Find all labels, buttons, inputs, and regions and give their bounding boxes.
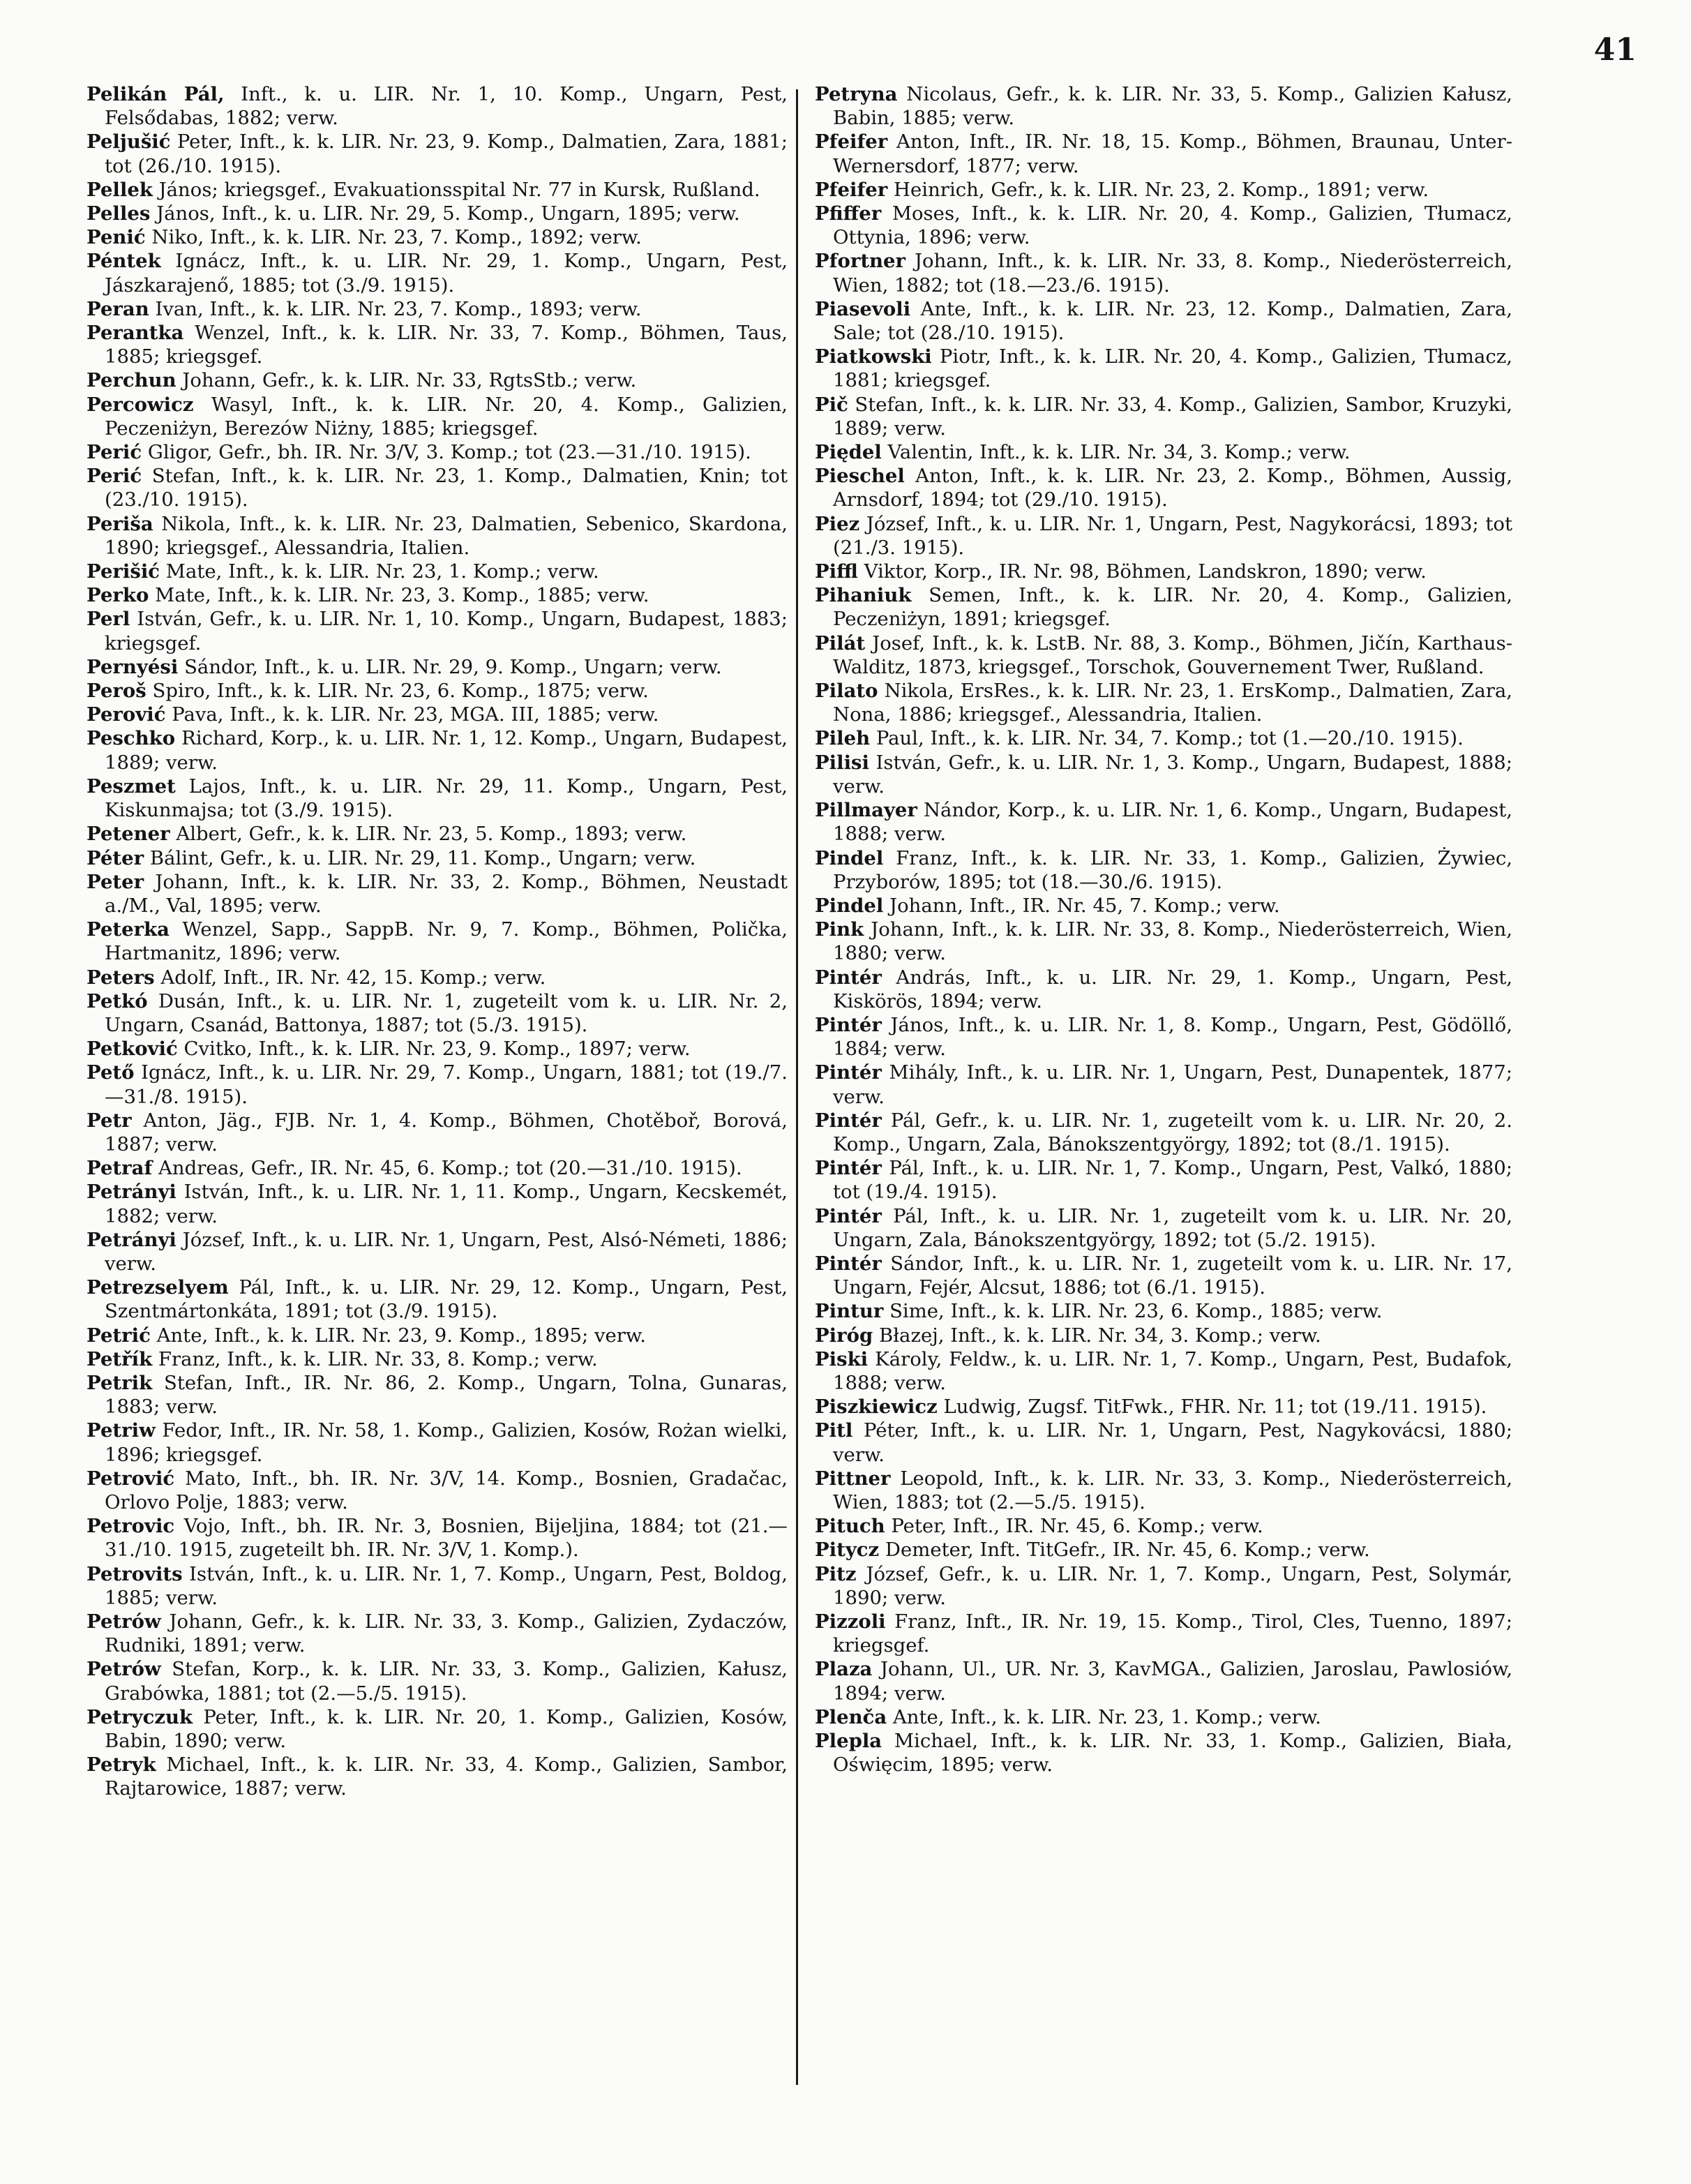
register-entry xyxy=(87,1037,788,1061)
register-entry xyxy=(815,1324,1512,1347)
entry-surname: Pfiffer xyxy=(815,202,882,225)
entry-surname: Péntek xyxy=(87,250,161,273)
entry-surname: Piatkowski xyxy=(815,345,932,368)
register-entry xyxy=(87,1705,788,1753)
entry-details: Johann, Inft., k. k. LIR. Nr. 33, 8. Komp., Niederösterreich, Wien, 1880; verw. xyxy=(833,918,1513,965)
register-entry xyxy=(815,894,1512,918)
register-entry xyxy=(87,1514,788,1562)
entry-surname: Pintér xyxy=(815,1252,882,1275)
entry-surname: Peroš xyxy=(87,680,146,703)
register-entry xyxy=(815,297,1512,345)
register-entry xyxy=(87,297,788,321)
register-entry xyxy=(815,1109,1512,1156)
entry-details: Gligor, Gefr., bh. IR. Nr. 3/V, 3. Komp.; tot (23.—31./10. 1915). xyxy=(147,441,751,464)
entry-details: Viktor, Korp., IR. Nr. 98, Böhmen, Landskron, 1890; verw. xyxy=(864,560,1427,583)
register-entry xyxy=(87,607,788,655)
entry-details: Pál, Inft., k. u. LIR. Nr. 1, 7. Komp., Ungarn, Pest, Valkó, 1880; tot (19./4. 1915). xyxy=(833,1157,1512,1204)
entry-details: Nikola, Inft., k. k. LIR. Nr. 23, Dalmatien, Sebenico, Skardona, 1890; kriegsgef., Alessandria, Italien. xyxy=(105,512,788,559)
entry-surname: Petryna xyxy=(815,83,898,105)
entry-surname: Pintér xyxy=(815,1157,882,1180)
entry-surname: Pituch xyxy=(815,1515,885,1538)
entry-details: Nicolaus, Gefr., k. k. LIR. Nr. 33, 5. Komp., Galizien Kałusz, Babin, 1885; verw. xyxy=(833,83,1512,130)
entry-surname: Pilato xyxy=(815,680,878,703)
register-entry xyxy=(87,1467,788,1514)
entry-details: Andreas, Gefr., IR. Nr. 45, 6. Komp.; tot (20.—31./10. 1915). xyxy=(158,1157,742,1180)
entry-surname: Pindel xyxy=(815,846,884,869)
register-entry xyxy=(87,966,788,989)
register-entry xyxy=(87,703,788,726)
entry-details: Stefan, Inft., IR. Nr. 86, 2. Komp., Ungarn, Tolna, Gunaras, 1883; verw. xyxy=(105,1371,788,1419)
left-column xyxy=(87,82,788,1801)
entry-surname: Péter xyxy=(87,846,144,869)
entry-details: József, Inft., k. u. LIR. Nr. 1, Ungarn, Pest, Nagykorácsi, 1893; tot (21./3. 1915). xyxy=(833,512,1512,559)
register-entry xyxy=(815,918,1512,965)
entry-details: Mato, Inft., bh. IR. Nr. 3/V, 14. Komp., Bosnien, Gradačac, Orlovo Polje, 1883; verw. xyxy=(105,1467,788,1513)
entry-details: István, Inft., k. u. LIR. Nr. 1, 7. Komp., Ungarn, Pest, Boldog, 1885; verw. xyxy=(105,1562,788,1609)
entry-surname: Petener xyxy=(87,823,170,846)
entry-details: Valentin, Inft., k. k. LIR. Nr. 34, 3. Komp.; verw. xyxy=(887,441,1351,464)
entry-details: Mihály, Inft., k. u. LIR. Nr. 1, Ungarn, Pest, Dunapentek, 1877; verw. xyxy=(833,1061,1512,1108)
entry-surname: Piróg xyxy=(815,1324,873,1347)
entry-details: Pál, Gefr., k. u. LIR. Nr. 1, zugeteilt vom k. u. LIR. Nr. 20, 2. Komp., Ungarn, Zala, Bánokszentgyörgy, 1892; tot (8./1. 1915). xyxy=(833,1109,1512,1155)
entry-details: Wasyl, Inft., k. k. LIR. Nr. 20, 4. Komp., Galizien, Peczeniżyn, Berezów Niżny, 1885; kriegsgef. xyxy=(105,393,788,440)
register-entry xyxy=(815,1395,1512,1419)
register-entry xyxy=(87,1324,788,1347)
entry-surname: Periša xyxy=(87,512,153,535)
entry-details: Adolf, Inft., IR. Nr. 42, 15. Komp.; verw. xyxy=(160,966,546,989)
entry-details: Johann, Gefr., k. k. LIR. Nr. 33, 3. Komp., Galizien, Zydaczów, Rudniki, 1891; verw. xyxy=(105,1610,788,1657)
register-entry xyxy=(815,1514,1512,1538)
entry-details: Johann, Inft., k. k. LIR. Nr. 33, 2. Komp., Böhmen, Neustadt a./M., Val, 1895; verw. xyxy=(105,870,788,917)
entry-details: Ivan, Inft., k. k. LIR. Nr. 23, 7. Komp., 1893; verw. xyxy=(155,297,642,320)
entry-details: Sime, Inft., k. k. LIR. Nr. 23, 6. Komp., 1885; verw. xyxy=(889,1300,1383,1323)
entry-surname: Pintér xyxy=(815,1013,882,1036)
register-entry xyxy=(87,440,788,464)
entry-surname: Pintér xyxy=(815,1061,882,1084)
register-entry xyxy=(87,1610,788,1657)
entry-details: Johann, Inft., IR. Nr. 45, 7. Komp.; verw. xyxy=(889,894,1280,917)
entry-surname: Pilát xyxy=(815,631,866,655)
entry-details: Ignácz, Inft., k. u. LIR. Nr. 29, 1. Komp., Ungarn, Pest, Jászkarajenő, 1885; tot (3./9. 1915). xyxy=(105,250,788,297)
register-entry xyxy=(87,655,788,679)
entry-surname: Pizzoli xyxy=(815,1610,886,1633)
entry-surname: Petrezselyem xyxy=(87,1276,229,1299)
column-divider xyxy=(796,89,798,2085)
entry-details: Ante, Inft., k. k. LIR. Nr. 23, 12. Komp., Dalmatien, Zara, Sale; tot (28./10. 1915). xyxy=(833,297,1512,345)
register-entry xyxy=(87,321,788,368)
entry-details: Ignácz, Inft., k. u. LIR. Nr. 29, 7. Komp., Ungarn, 1881; tot (19./7.—31./8. 1915). xyxy=(105,1061,788,1108)
entry-details: István, Gefr., k. u. LIR. Nr. 1, 3. Komp., Ungarn, Budapest, 1888; verw. xyxy=(833,751,1512,798)
entry-surname: Petrów xyxy=(87,1658,161,1681)
entry-details: Pava, Inft., k. k. LIR. Nr. 23, MGA. III, 1885; verw. xyxy=(172,703,659,726)
register-entry xyxy=(815,1061,1512,1108)
entry-surname: Pfortner xyxy=(815,250,906,273)
register-entry xyxy=(87,1156,788,1180)
entry-details: Stefan, Korp., k. k. LIR. Nr. 33, 3. Komp., Galizien, Kałusz, Grabówka, 1881; tot (2.—5./5. 1915). xyxy=(105,1658,788,1705)
entry-details: Pál, Inft., k. u. LIR. Nr. 1, zugeteilt vom k. u. LIR. Nr. 20, Ungarn, Zala, Bánokszentgyörgy, 1892; tot (5./2. 1915). xyxy=(833,1204,1512,1251)
register-entry xyxy=(815,583,1512,631)
register-entry xyxy=(815,464,1512,511)
entry-details: Piotr, Inft., k. k. LIR. Nr. 20, 4. Komp., Galizien, Tłumacz, 1881; kriegsgef. xyxy=(833,345,1512,392)
entry-details: Ante, Inft., k. k. LIR. Nr. 23, 9. Komp., 1895; verw. xyxy=(156,1324,646,1347)
entry-details: András, Inft., k. u. LIR. Nr. 29, 1. Komp., Ungarn, Pest, Kiskörös, 1894; verw. xyxy=(833,966,1512,1012)
entry-surname: Plepla xyxy=(815,1730,882,1753)
entry-surname: Pittner xyxy=(815,1467,891,1490)
page-number: 41 xyxy=(1593,32,1637,68)
entry-details: Pál, Inft., k. u. LIR. Nr. 29, 12. Komp., Ungarn, Pest, Szentmártonkáta, 1891; tot (3./9. 1915). xyxy=(105,1276,788,1323)
entry-surname: Petrović xyxy=(87,1467,175,1490)
register-entry xyxy=(87,583,788,607)
entry-surname: Pelles xyxy=(87,202,151,225)
entry-details: Sándor, Inft., k. u. LIR. Nr. 29, 9. Komp., Ungarn; verw. xyxy=(184,655,722,678)
entry-details: Anton, Jäg., FJB. Nr. 1, 4. Komp., Böhmen, Chotěboř, Borová, 1887; verw. xyxy=(105,1109,788,1155)
entry-surname: Piez xyxy=(815,512,860,535)
entry-details: Paul, Inft., k. k. LIR. Nr. 34, 7. Komp.; tot (1.—20./10. 1915). xyxy=(875,727,1464,750)
register-entry xyxy=(815,679,1512,726)
entry-surname: Petrik xyxy=(87,1371,153,1394)
register-entry xyxy=(87,393,788,440)
entry-surname: Petrovits xyxy=(87,1562,183,1585)
register-entry xyxy=(815,82,1512,130)
register-entry xyxy=(87,202,788,225)
register-entry xyxy=(87,1228,788,1276)
entry-details: Heinrich, Gefr., k. k. LIR. Nr. 23, 2. Komp., 1891; verw. xyxy=(894,178,1429,201)
entry-details: Johann, Gefr., k. k. LIR. Nr. 33, RgtsStb.; verw. xyxy=(182,369,637,392)
entry-surname: Pellek xyxy=(87,178,153,201)
register-entry xyxy=(87,464,788,511)
register-entry xyxy=(815,1610,1512,1657)
register-entry xyxy=(815,393,1512,440)
entry-details: Josef, Inft., k. k. LstB. Nr. 88, 3. Komp., Böhmen, Jičín, Karthaus-Walditz, 1873, kriegsgef., Torschok, Gouvernement Twer, Rußland. xyxy=(833,631,1512,678)
entry-surname: Pető xyxy=(87,1061,135,1084)
register-entry xyxy=(87,918,788,965)
entry-details: Nikola, ErsRes., k. k. LIR. Nr. 23, 1. ErsKomp., Dalmatien, Zara, Nona, 1886; kriegsgef., Alessandria, Italien. xyxy=(833,680,1512,726)
entry-surname: Pernyési xyxy=(87,655,179,678)
entry-surname: Plaza xyxy=(815,1658,873,1681)
entry-surname: Plenča xyxy=(815,1705,887,1728)
entry-surname: Perić xyxy=(87,465,142,488)
entry-details: Peter, Inft., k. k. LIR. Nr. 20, 1. Komp., Galizien, Kosów, Babin, 1890; verw. xyxy=(105,1705,788,1753)
entry-surname: Piszkiewicz xyxy=(815,1396,938,1419)
entry-surname: Perović xyxy=(87,703,166,726)
entry-surname: Perl xyxy=(87,608,130,631)
entry-surname: Peschko xyxy=(87,727,176,750)
entry-details: István, Gefr., k. u. LIR. Nr. 1, 10. Komp., Ungarn, Budapest, 1883; kriegsgef. xyxy=(105,608,788,655)
entry-surname: Petr xyxy=(87,1109,132,1132)
register-entry xyxy=(87,775,788,822)
entry-details: Moses, Inft., k. k. LIR. Nr. 20, 4. Komp., Galizien, Tłumacz, Ottynia, 1896; verw. xyxy=(833,202,1512,249)
register-entry xyxy=(87,178,788,202)
register-entry xyxy=(87,1562,788,1610)
entry-details: Franz, Inft., IR. Nr. 19, 15. Komp., Tirol, Cles, Tuenno, 1897; kriegsgef. xyxy=(833,1610,1512,1657)
entry-details: Vojo, Inft., bh. IR. Nr. 3, Bosnien, Bijeljina, 1884; tot (21.—31./10. 1915, zugeteilt bh. IR. Nr. 3/V, 1. Komp.). xyxy=(105,1515,788,1562)
entry-details: Nándor, Korp., k. u. LIR. Nr. 1, 6. Komp., Ungarn, Budapest, 1888; verw. xyxy=(833,799,1512,846)
entry-surname: Pintér xyxy=(815,1204,882,1227)
entry-surname: Pintér xyxy=(815,966,882,989)
register-entry xyxy=(815,440,1512,464)
entry-surname: Percowicz xyxy=(87,393,194,416)
entry-surname: Pitz xyxy=(815,1562,857,1585)
register-entry xyxy=(815,966,1512,1013)
entry-surname: Pfeifer xyxy=(815,130,888,154)
entry-surname: Penić xyxy=(87,226,146,249)
entry-surname: Petrów xyxy=(87,1610,161,1633)
entry-details: Wenzel, Sapp., SappB. Nr. 9, 7. Komp., Böhmen, Polička, Hartmanitz, 1896; verw. xyxy=(105,918,788,965)
register-entry xyxy=(87,512,788,560)
entry-surname: Peran xyxy=(87,297,149,320)
register-entry xyxy=(815,1705,1512,1729)
register-entry xyxy=(87,1371,788,1419)
entry-surname: Piasevoli xyxy=(815,297,911,320)
entry-surname: Peljušić xyxy=(87,130,171,154)
entry-surname: Petrić xyxy=(87,1324,151,1347)
entry-details: Stefan, Inft., k. k. LIR. Nr. 23, 1. Komp., Dalmatien, Knin; tot (23./10. 1915). xyxy=(105,465,788,511)
register-entry xyxy=(815,1657,1512,1705)
entry-surname: Petryczuk xyxy=(87,1705,193,1728)
entry-details: Michael, Inft., k. k. LIR. Nr. 33, 4. Komp., Galizien, Sambor, Rajtarowice, 1887; verw. xyxy=(105,1753,788,1800)
entry-details: Inft., k. u. LIR. Nr. 1, 10. Komp., Ungarn, Pest, Felsődabas, 1882; verw. xyxy=(105,83,788,130)
entry-surname: Pitl xyxy=(815,1419,853,1442)
register-entry xyxy=(87,1347,788,1371)
entry-surname: Pelikán Pál, xyxy=(87,83,225,105)
register-entry xyxy=(815,130,1512,177)
register-entry xyxy=(815,726,1512,750)
register-entry xyxy=(87,130,788,177)
register-entry xyxy=(815,345,1512,392)
register-entry xyxy=(87,1419,788,1466)
register-entry xyxy=(815,512,1512,560)
entry-details: Wenzel, Inft., k. k. LIR. Nr. 33, 7. Komp., Böhmen, Taus, 1885; kriegsgef. xyxy=(105,322,788,368)
entry-details: Peter, Inft., k. k. LIR. Nr. 23, 9. Komp., Dalmatien, Zara, 1881; tot (26./10. 1915). xyxy=(105,130,788,177)
entry-surname: Pitycz xyxy=(815,1539,880,1562)
register-entry xyxy=(815,249,1512,297)
register-entry xyxy=(87,1061,788,1108)
entry-surname: Piędel xyxy=(815,441,882,464)
entry-surname: Perchun xyxy=(87,369,176,392)
entry-surname: Pintér xyxy=(815,1109,882,1132)
entry-details: Peter, Inft., IR. Nr. 45, 6. Komp.; verw. xyxy=(891,1515,1263,1538)
entry-surname: Petryk xyxy=(87,1753,156,1777)
register-entry xyxy=(87,82,788,130)
entry-details: János, Inft., k. u. LIR. Nr. 29, 5. Komp., Ungarn, 1895; verw. xyxy=(156,202,740,225)
entry-details: Károly, Feldw., k. u. LIR. Nr. 1, 7. Komp., Ungarn, Pest, Budafok, 1888; verw. xyxy=(833,1347,1512,1394)
entry-surname: Petřík xyxy=(87,1347,153,1370)
entry-details: Franz, Inft., k. k. LIR. Nr. 33, 1. Komp., Galizien, Żywiec, Przyborów, 1895; tot (18.—30./6. 1915). xyxy=(833,846,1512,893)
entry-details: János, Inft., k. u. LIR. Nr. 1, 8. Komp., Ungarn, Pest, Gödöllő, 1884; verw. xyxy=(833,1013,1512,1061)
entry-surname: Piski xyxy=(815,1347,869,1370)
right-column xyxy=(815,82,1512,1777)
entry-details: József, Inft., k. u. LIR. Nr. 1, Ungarn, Pest, Alsó-Németi, 1886; verw. xyxy=(105,1228,788,1275)
entry-details: Niko, Inft., k. k. LIR. Nr. 23, 7. Komp., 1892; verw. xyxy=(151,226,642,249)
register-entry xyxy=(87,1109,788,1156)
entry-surname: Perantka xyxy=(87,322,184,345)
entry-details: Michael, Inft., k. k. LIR. Nr. 33, 1. Komp., Galizien, Biała, Oświęcim, 1895; verw. xyxy=(833,1730,1512,1777)
entry-surname: Pileh xyxy=(815,727,871,750)
register-entry xyxy=(87,846,788,870)
register-entry xyxy=(87,1180,788,1227)
register-entry xyxy=(815,1562,1512,1610)
entry-surname: Peter xyxy=(87,870,144,893)
register-entry xyxy=(815,1538,1512,1562)
register-entry xyxy=(87,1753,788,1800)
register-entry xyxy=(815,178,1512,202)
entry-details: Albert, Gefr., k. k. LIR. Nr. 23, 5. Komp., 1893; verw. xyxy=(176,823,687,846)
entry-surname: Pilisi xyxy=(815,751,869,774)
entry-details: Richard, Korp., k. u. LIR. Nr. 1, 12. Komp., Ungarn, Budapest, 1889; verw. xyxy=(105,727,788,774)
register-entry xyxy=(87,560,788,583)
entry-details: Semen, Inft., k. k. LIR. Nr. 20, 4. Komp., Galizien, Peczeniżyn, 1891; kriegsgef. xyxy=(833,584,1512,631)
entry-surname: Pič xyxy=(815,393,848,416)
entry-details: József, Gefr., k. u. LIR. Nr. 1, 7. Komp., Ungarn, Pest, Solymár, 1890; verw. xyxy=(833,1562,1512,1609)
register-entry xyxy=(815,1204,1512,1252)
register-entry xyxy=(815,751,1512,798)
entry-details: Dusán, Inft., k. u. LIR. Nr. 1, zugeteilt vom k. u. LIR. Nr. 2, Ungarn, Csanád, Battonya, 1887; tot (5./3. 1915). xyxy=(105,989,788,1036)
entry-surname: Perko xyxy=(87,584,149,607)
entry-details: Błazej, Inft., k. k. LIR. Nr. 34, 3. Komp.; verw. xyxy=(878,1324,1321,1347)
entry-surname: Petrányi xyxy=(87,1181,176,1204)
entry-surname: Pfeifer xyxy=(815,178,888,201)
entry-details: Sándor, Inft., k. u. LIR. Nr. 1, zugeteilt vom k. u. LIR. Nr. 17, Ungarn, Fejér, Alcsut, 1886; tot (6./1. 1915). xyxy=(833,1252,1512,1299)
entry-surname: Pindel xyxy=(815,894,884,917)
register-entry xyxy=(87,726,788,774)
entry-surname: Petković xyxy=(87,1038,178,1061)
entry-surname: Perić xyxy=(87,441,142,464)
entry-details: Lajos, Inft., k. u. LIR. Nr. 29, 11. Komp., Ungarn, Pest, Kiskunmajsa; tot (3./9. 1915). xyxy=(105,775,788,822)
register-entry xyxy=(87,1657,788,1705)
entry-details: Fedor, Inft., IR. Nr. 58, 1. Komp., Galizien, Kosów, Rożan wielki, 1896; kriegsgef. xyxy=(105,1419,788,1466)
entry-details: Stefan, Inft., k. k. LIR. Nr. 33, 4. Komp., Galizien, Sambor, Kruzyki, 1889; verw. xyxy=(833,393,1512,440)
register-entry xyxy=(815,798,1512,846)
entry-details: Anton, Inft., IR. Nr. 18, 15. Komp., Böhmen, Braunau, Unter-Wernersdorf, 1877; verw. xyxy=(833,130,1512,177)
register-entry xyxy=(815,1156,1512,1204)
entry-surname: Peszmet xyxy=(87,775,176,798)
register-entry xyxy=(815,560,1512,583)
register-entry xyxy=(87,368,788,392)
entry-details: Spiro, Inft., k. k. LIR. Nr. 23, 6. Komp., 1875; verw. xyxy=(152,680,649,703)
entry-surname: Perišić xyxy=(87,560,160,583)
register-entry xyxy=(815,1467,1512,1514)
register-entry xyxy=(815,1347,1512,1395)
register-entry xyxy=(87,989,788,1037)
entry-surname: Pintur xyxy=(815,1300,884,1323)
entry-surname: Petraf xyxy=(87,1157,153,1180)
entry-details: János; kriegsgef., Evakuationsspital Nr. 77 in Kursk, Rußland. xyxy=(158,178,760,201)
register-entry xyxy=(815,1419,1512,1466)
register-entry xyxy=(87,679,788,703)
register-entry xyxy=(815,1252,1512,1299)
entry-surname: Pink xyxy=(815,918,864,941)
register-entry xyxy=(87,870,788,918)
entry-details: Bálint, Gefr., k. u. LIR. Nr. 29, 11. Komp., Ungarn; verw. xyxy=(149,846,696,869)
entry-details: Johann, Ul., UR. Nr. 3, KavMGA., Galizien, Jaroslau, Pawlosiów, 1894; verw. xyxy=(833,1658,1512,1705)
entry-surname: Petkó xyxy=(87,989,148,1012)
register-entry xyxy=(815,1013,1512,1061)
entry-surname: Petrányi xyxy=(87,1228,176,1251)
register-entry xyxy=(87,225,788,249)
entry-surname: Peterka xyxy=(87,918,170,941)
entry-surname: Petriw xyxy=(87,1419,156,1442)
register-entry xyxy=(87,249,788,297)
register-entry xyxy=(815,1299,1512,1323)
register-entry xyxy=(87,1276,788,1323)
register-entry xyxy=(815,846,1512,894)
entry-surname: Pieschel xyxy=(815,465,905,488)
entry-details: Ludwig, Zugsf. TitFwk., FHR. Nr. 11; tot (19./11. 1915). xyxy=(943,1396,1487,1419)
entry-details: Anton, Inft., k. k. LIR. Nr. 23, 2. Komp., Böhmen, Aussig, Arnsdorf, 1894; tot (29./10. 1915). xyxy=(833,465,1512,511)
register-entry xyxy=(815,631,1512,679)
entry-details: Ante, Inft., k. k. LIR. Nr. 23, 1. Komp.; verw. xyxy=(892,1705,1321,1728)
entry-details: Mate, Inft., k. k. LIR. Nr. 23, 1. Komp.; verw. xyxy=(165,560,599,583)
entry-surname: Petrovic xyxy=(87,1515,175,1538)
entry-surname: Piffl xyxy=(815,560,858,583)
register-entry xyxy=(815,202,1512,249)
register-entry xyxy=(87,822,788,846)
register-entry xyxy=(815,1729,1512,1777)
entry-details: Péter, Inft., k. u. LIR. Nr. 1, Ungarn, Pest, Nagykovácsi, 1880; verw. xyxy=(833,1419,1512,1466)
entry-details: Mate, Inft., k. k. LIR. Nr. 23, 3. Komp., 1885; verw. xyxy=(155,584,649,607)
entry-details: Cvitko, Inft., k. k. LIR. Nr. 23, 9. Komp., 1897; verw. xyxy=(183,1038,691,1061)
entry-details: Demeter, Inft. TitGefr., IR. Nr. 45, 6. Komp.; verw. xyxy=(885,1539,1370,1562)
entry-details: Leopold, Inft., k. k. LIR. Nr. 33, 3. Komp., Niederösterreich, Wien, 1883; tot (2.—5./5. 1915). xyxy=(833,1467,1512,1513)
entry-surname: Pillmayer xyxy=(815,799,917,822)
entry-details: István, Inft., k. u. LIR. Nr. 1, 11. Komp., Ungarn, Kecskemét, 1882; verw. xyxy=(105,1181,788,1227)
entry-details: Johann, Inft., k. k. LIR. Nr. 33, 8. Komp., Niederösterreich, Wien, 1882; tot (18.—23./6. 1915). xyxy=(833,250,1512,297)
entry-details: Franz, Inft., k. k. LIR. Nr. 33, 8. Komp.; verw. xyxy=(158,1347,598,1370)
entry-surname: Peters xyxy=(87,966,155,989)
entry-surname: Pihaniuk xyxy=(815,584,912,607)
